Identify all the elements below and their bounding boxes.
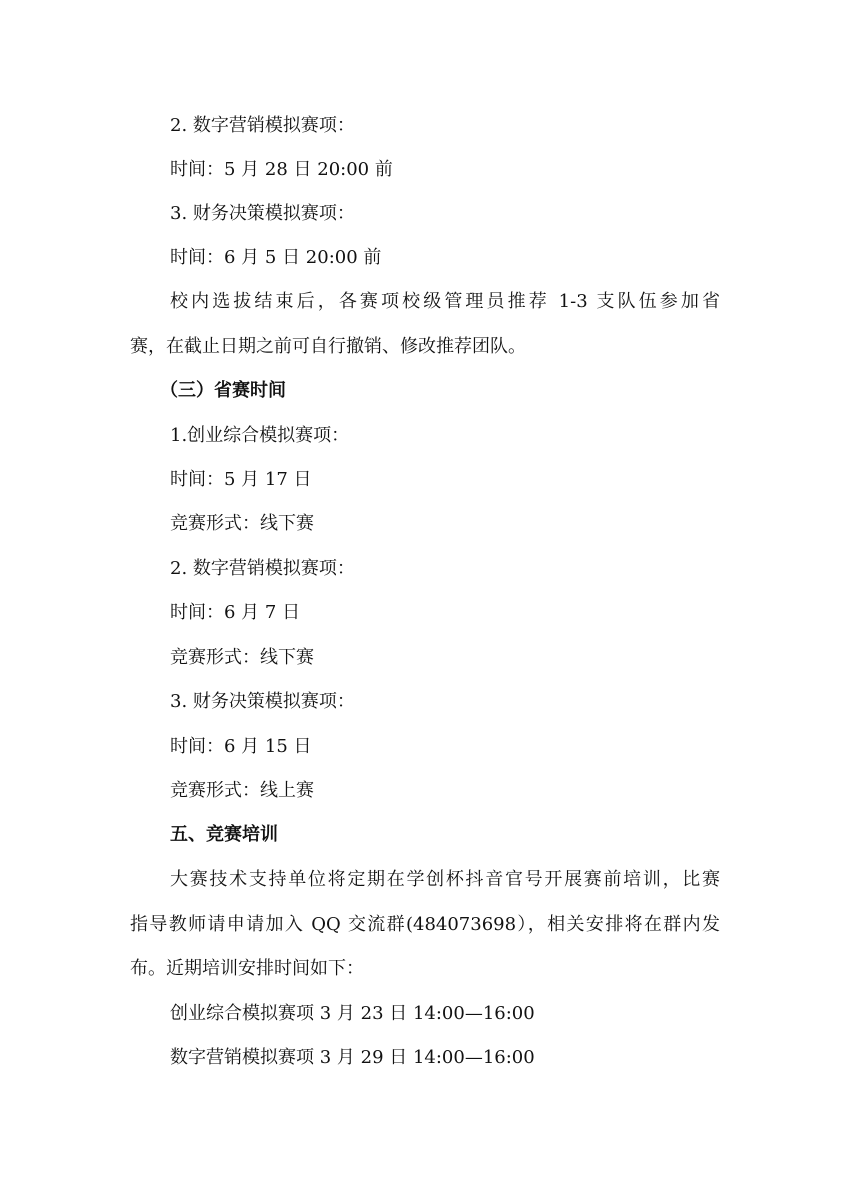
prov-finance-time: 时间：6 月 15 日 bbox=[170, 736, 312, 757]
digital-marketing-deadline: 时间：5 月 28 日 20:00 前 bbox=[170, 159, 393, 180]
training-para-line3: 布。近期培训安排时间如下： bbox=[130, 958, 364, 979]
prov-digital-marketing-title: 2. 数字营销模拟赛项： bbox=[170, 558, 355, 579]
selection-note-line2: 赛，在截止日期之前可自行撤销、修改推荐团队。 bbox=[130, 336, 526, 357]
training-para-line1: 大赛技术支持单位将定期在学创杯抖音官号开展赛前培训，比赛 bbox=[170, 869, 720, 890]
finance-deadline: 时间：6 月 5 日 20:00 前 bbox=[170, 247, 382, 268]
selection-note-line1: 校内选拔结束后，各赛项校级管理员推荐 1-3 支队伍参加省 bbox=[170, 291, 720, 312]
finance-item-title: 3. 财务决策模拟赛项： bbox=[170, 203, 355, 224]
prov-digital-marketing-form: 竞赛形式：线下赛 bbox=[170, 647, 314, 668]
digital-marketing-item-title: 2. 数字营销模拟赛项： bbox=[170, 115, 355, 136]
training-heading: 五、竞赛培训 bbox=[170, 824, 278, 845]
prov-finance-title: 3. 财务决策模拟赛项： bbox=[170, 691, 355, 712]
prov-entrepreneurship-time: 时间：5 月 17 日 bbox=[170, 469, 312, 490]
training-schedule-digital-marketing: 数字营销模拟赛项 3 月 29 日 14:00—16:00 bbox=[170, 1047, 535, 1068]
prov-entrepreneurship-form: 竞赛形式：线下赛 bbox=[170, 513, 314, 534]
training-para-line2: 指导教师请申请加入 QQ 交流群(484073698），相关安排将在群内发 bbox=[130, 914, 720, 935]
training-schedule-entrepreneurship: 创业综合模拟赛项 3 月 23 日 14:00—16:00 bbox=[170, 1003, 535, 1024]
provincial-heading: （三）省赛时间 bbox=[160, 380, 286, 401]
prov-digital-marketing-time: 时间：6 月 7 日 bbox=[170, 602, 301, 623]
prov-entrepreneurship-title: 1.创业综合模拟赛项： bbox=[170, 425, 350, 446]
prov-finance-form: 竞赛形式：线上赛 bbox=[170, 780, 314, 801]
